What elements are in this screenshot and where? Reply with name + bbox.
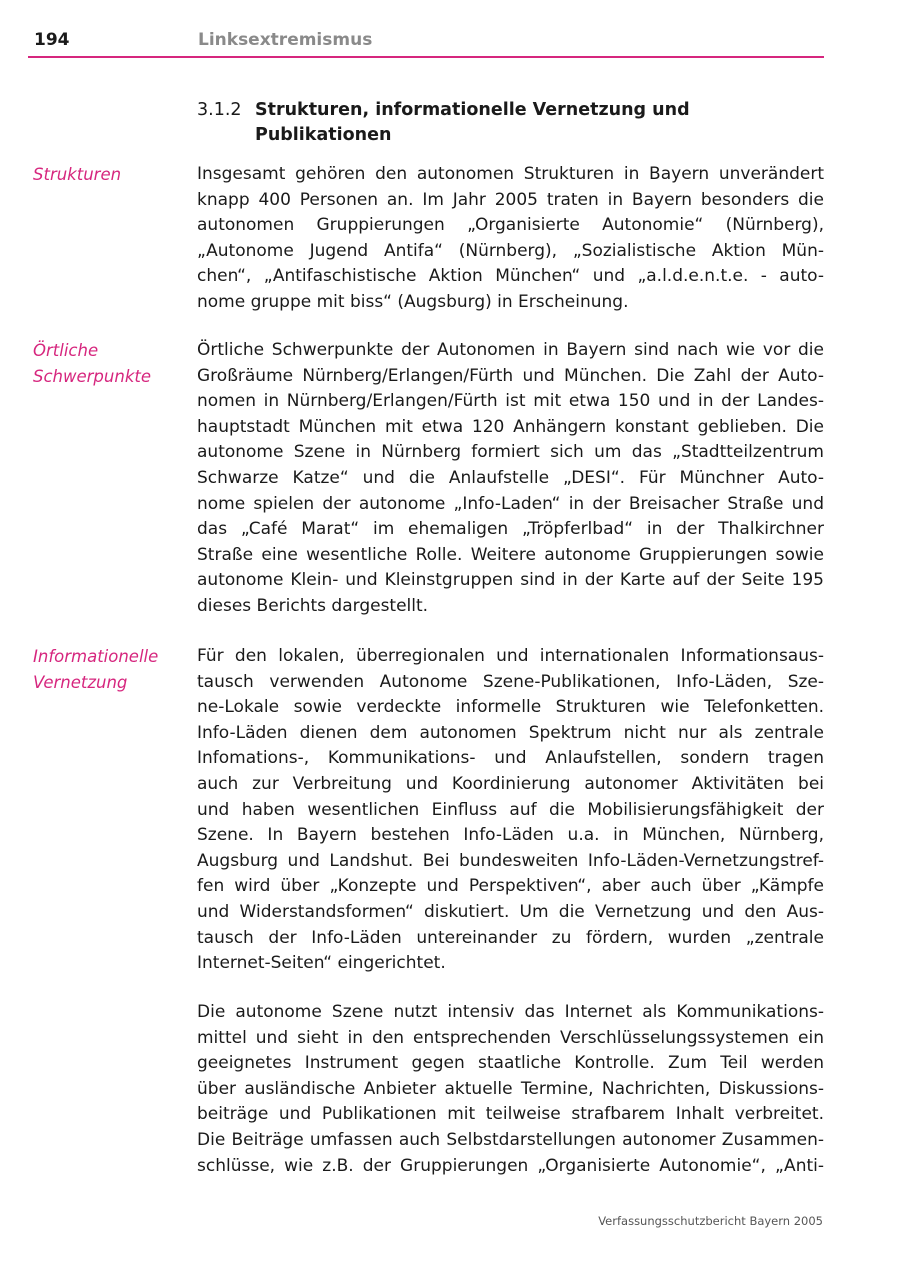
text-line: nomen in Nürnberg/Erlangen/Fürth ist mit etwa 150 und in der Landes-: [197, 391, 824, 412]
text-line: „Autonome Jugend Antifa“ (Nürnberg), „Sozialistische Aktion Mün-: [197, 240, 824, 261]
text-line: fen wird über „Konzepte und Perspektiven“, aber auch über „Kämpfe: [197, 876, 824, 897]
section-heading: [197, 98, 797, 148]
section-number: 3.1.2: [197, 100, 242, 120]
page-header: [28, 30, 824, 58]
margin-note-informationelle-vernetzung: [33, 644, 183, 696]
text-line: und haben wesentlichen Einfluss auf die Mobilisierungsfähigkeit der: [197, 799, 824, 820]
text-line: autonomen Gruppierungen „Organisierte Autonomie“ (Nürnberg),: [197, 215, 824, 236]
text-line: und Widerstandsformen“ diskutiert. Um die Vernetzung und den Aus-: [197, 901, 824, 922]
text-line: Schwarze Katze“ und die Anlaufstelle „DESI“. Für Münchner Auto-: [197, 467, 824, 488]
section-title-line-1: Strukturen, informationelle Vernetzung und: [255, 100, 690, 120]
text-line: geeignetes Instrument gegen staatliche Kontrolle. Zum Teil werden: [197, 1053, 824, 1074]
text-line: dieses Berichts dargestellt.: [197, 595, 429, 616]
text-line: ne-Lokale sowie verdeckte informelle Strukturen wie Telefonketten.: [197, 697, 824, 718]
paragraph-internet: [197, 1000, 824, 1179]
text-line: mittel und sieht in den entsprechenden Verschlüsselungssystemen ein: [197, 1027, 824, 1048]
text-line: schlüsse, wie z.B. der Gruppierungen „Organisierte Autonomie“, „Anti-: [197, 1155, 824, 1176]
margin-note-oertliche-schwerpunkte: [33, 338, 183, 390]
margin-note-text: Schwerpunkte: [33, 367, 151, 386]
text-line: nome gruppe mit biss“ (Augsburg) in Erscheinung.: [197, 291, 629, 312]
margin-note-text: Strukturen: [33, 165, 122, 184]
text-line: Die Beiträge umfassen auch Selbstdarstellungen autonomer Zusammen-: [197, 1129, 824, 1150]
margin-note-strukturen: [33, 162, 183, 188]
text-line: hauptstadt München mit etwa 120 Anhängern konstant geblieben. Die: [197, 416, 824, 437]
text-line: Szene. In Bayern bestehen Info-Läden u.a. in München, Nürnberg,: [197, 825, 824, 846]
text-line: Info-Läden dienen dem autonomen Spektrum nicht nur als zentrale: [197, 722, 824, 743]
text-line: Für den lokalen, überregionalen und internationalen Informationsaus-: [197, 646, 824, 666]
margin-note-text: Informationelle: [33, 647, 159, 666]
text-line: autonome Klein- und Kleinstgruppen sind in der Karte auf der Seite 195: [197, 570, 824, 591]
text-line: tausch der Info-Läden untereinander zu fördern, wurden „zentrale: [197, 927, 824, 948]
page-footer: Verfassungsschutzbericht Bayern 2005: [598, 1214, 823, 1228]
text-line: Insgesamt gehören den autonomen Strukturen in Bayern unverändert: [197, 164, 824, 184]
text-line: Augsburg und Landshut. Bei bundesweiten Info-Läden-Vernetzungstref-: [197, 850, 824, 871]
text-line: über ausländische Anbieter aktuelle Termine, Nachrichten, Diskussions-: [197, 1078, 824, 1099]
text-line: beiträge und Publikationen mit teilweise strafbarem Inhalt verbreitet.: [197, 1104, 824, 1125]
paragraph-informationelle-vernetzung: [197, 644, 824, 977]
text-line: nome spielen der autonome „Info-Laden“ in der Breisacher Straße und: [197, 493, 824, 514]
paragraph-oertliche-schwerpunkte: [197, 338, 824, 620]
text-line: das „Café Marat“ im ehemaligen „Tröpferlbad“ in der Thalkirchner: [197, 519, 824, 540]
margin-note-text: Vernetzung: [33, 673, 128, 692]
text-line: chen“, „Antifaschistische Aktion München“ und „a.l.d.e.n.t.e. - auto-: [197, 266, 824, 287]
margin-note-text: Örtliche: [33, 341, 99, 360]
text-line: Internet-Seiten“ eingerichtet.: [197, 953, 446, 974]
section-title-line-2: Publikationen: [255, 125, 392, 145]
page-number: 194: [34, 30, 70, 50]
text-line: Straße eine wesentliche Rolle. Weitere autonome Gruppierungen sowie: [197, 544, 824, 565]
text-line: Örtliche Schwerpunkte der Autonomen in Bayern sind nach wie vor die: [197, 340, 824, 360]
text-line: tausch verwenden Autonome Szene-Publikationen, Info-Läden, Sze-: [197, 671, 824, 692]
text-line: knapp 400 Personen an. Im Jahr 2005 traten in Bayern besonders die: [197, 189, 824, 210]
text-line: autonome Szene in Nürnberg formiert sich um das „Stadtteilzentrum: [197, 442, 824, 463]
running-head: Linksextremismus: [198, 30, 373, 50]
paragraph-strukturen: [197, 162, 824, 316]
text-line: Großräume Nürnberg/Erlangen/Fürth und München. Die Zahl der Auto-: [197, 365, 824, 386]
text-line: Die autonome Szene nutzt intensiv das Internet als Kommunikations-: [197, 1002, 824, 1022]
text-line: auch zur Verbreitung und Koordinierung autonomer Aktivitäten bei: [197, 773, 824, 794]
text-line: Infomations-, Kommunikations- und Anlaufstellen, sondern tragen: [197, 748, 824, 769]
